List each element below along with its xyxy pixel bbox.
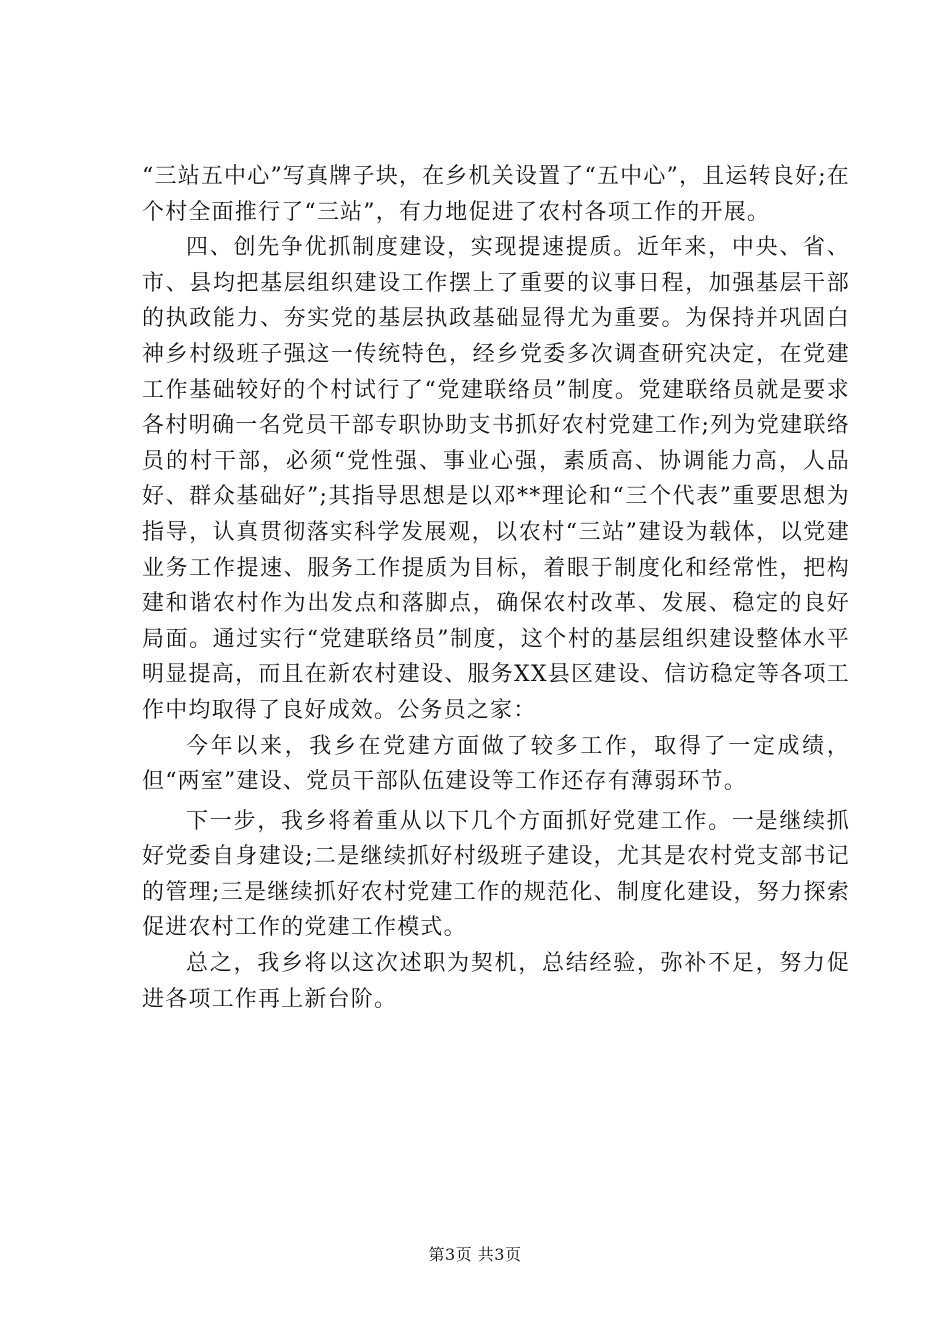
paragraph-continuation: “三站五中心”写真牌子块，在乡机关设置了“五中心”，且运转良好;在个村全面推行了“三站”，有力地促进了农村各项工作的开展。 — [142, 164, 851, 225]
page-footer: 第3页 共3页 — [428, 1245, 522, 1264]
document-body — [142, 159, 850, 1017]
paragraph-conclusion: 总之，我乡将以这次述职为契机，总结经验，弥补不足，努力促进各项工作再上新台阶。 — [142, 951, 850, 1012]
paragraph-section-four: 四、创先争优抓制度建设，实现提速提质。近年来，中央、省、市、县均把基层组织建设工作摆上了重要的议事日程，加强基层干部的执政能力、夯实党的基层执政基础显得尤为重要。为保持并巩固白神乡村级班子强这一传统特色，经乡党委多次调查研究决定，在党建工作基础较好的个村试行了“党建联络员”制度。党建联络员就是要求各村明确一名党员干部专职协助支书抓好农村党建工作;列为党建联络员的村干部，必须“党性强、事业心强，素质高、协调能力高，人品好、群众基础好”;其指导思想是以邓**理论和“三个代表”重要思想为指导，认真贯彻落实科学发展观，以农村“三站”建设为载体，以党建业务工作提速、服务工作提质为目标，着眼于制度化和经常性，把构建和谐农村作为出发点和落脚点，确保农村改革、发展、稳定的良好局面。通过实行“党建联络员”制度，这个村的基层组织建设整体水平明显提高，而且在新农村建设、服务XX县区建设、信访稳定等各项工作中均取得了良好成效。公务员之家： — [142, 235, 850, 723]
paragraph-next-steps: 下一步，我乡将着重从以下几个方面抓好党建工作。一是继续抓好党委自身建设;二是继续抓好村级班子建设，尤其是农村党支部书记的管理;三是继续抓好农村党建工作的规范化、制度化建设，努力探索促进农村工作的党建工作模式。 — [142, 808, 850, 941]
paragraph-shortcomings: 今年以来，我乡在党建方面做了较多工作，取得了一定成绩，但“两室”建设、党员干部队伍建设等工作还存有薄弱环节。 — [142, 733, 850, 795]
